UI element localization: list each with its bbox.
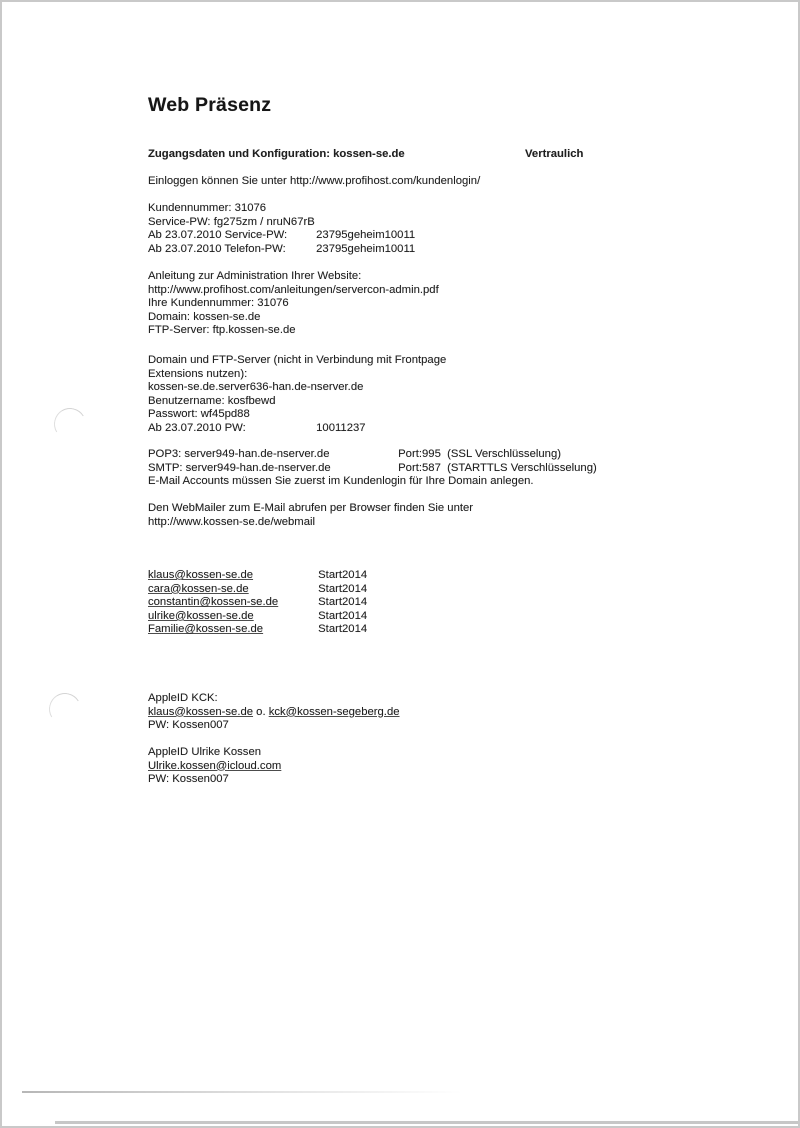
pop3-port: Port:995 (SSL Verschlüsselung): [398, 448, 561, 460]
webmail-block: [148, 502, 708, 529]
ab-telefon-pw-value: 23795geheim10011: [316, 242, 416, 255]
appleid-kck-password: PW: Kossen007: [148, 719, 229, 732]
domain-ftp-block: [148, 354, 708, 436]
email-password: Start2014: [318, 582, 368, 595]
confidential-label: Vertraulich: [525, 148, 584, 160]
appleid-kck-title: AppleID KCK:: [148, 692, 218, 704]
appleid-ulrike-title: AppleID Ulrike Kossen: [148, 746, 262, 758]
appleid-kck-emails: [148, 706, 708, 720]
page-title: Web Präsenz: [148, 94, 272, 116]
page-bottom-edge-line: [55, 1121, 800, 1124]
email-password: Start2014: [318, 609, 368, 622]
appleid-kck-email-2: kck@kossen-segeberg.de: [268, 705, 400, 718]
appleid-ulrike-password: PW: Kossen007: [148, 773, 229, 786]
appleid-kck-email-1: klaus@kossen-se.de: [148, 705, 254, 718]
passwort-line: Passwort: wf45pd88: [148, 408, 250, 421]
email-account-row: [148, 569, 708, 583]
admin-instructions-block: [148, 270, 708, 338]
section-heading: Zugangsdaten und Konfiguration: kossen-se.de: [148, 148, 405, 160]
email-account-list: [148, 569, 708, 637]
login-info-line: Einloggen können Sie unter http://www.profihost.com/kundenlogin/: [148, 175, 481, 187]
email-password: Start2014: [318, 569, 368, 581]
email-account-row: [148, 583, 708, 597]
email-address: cara@kossen-se.de: [148, 582, 249, 595]
hole-punch-mark-top: [51, 405, 90, 444]
benutzername-line: Benutzername: kosfbewd: [148, 394, 276, 407]
pop3-server: POP3: server949-han.de-nserver.de: [148, 448, 330, 460]
email-password: Start2014: [318, 596, 368, 609]
customer-credentials-block: [148, 202, 708, 256]
domain-ftp-line1: Domain und FTP-Server (nicht in Verbindung mit Frontpage: [148, 354, 447, 366]
ihre-kundennummer-line: Ihre Kundennummer: 31076: [148, 297, 289, 310]
ab-pw-line: [148, 422, 708, 436]
ab-service-pw-line: [148, 229, 708, 243]
ab-pw-value: 10011237: [316, 421, 366, 434]
kundennummer-line: Kundennummer: 31076: [148, 202, 267, 214]
domain-ftp-line2: Extensions nutzen):: [148, 367, 248, 380]
anleitung-line: Anleitung zur Administration Ihrer Website:: [148, 270, 362, 282]
ab-telefon-pw-line: [148, 243, 708, 257]
ab-telefon-pw-label: Ab 23.07.2010 Telefon-PW:: [148, 242, 286, 255]
domain-line: Domain: kossen-se.de: [148, 310, 261, 323]
ab-service-pw-label: Ab 23.07.2010 Service-PW:: [148, 229, 288, 242]
appleid-ulrike-email: Ulrike.kossen@icloud.com: [148, 759, 282, 772]
ab-pw-label: Ab 23.07.2010 PW:: [148, 421, 246, 434]
appleid-kck-block: [148, 692, 708, 733]
smtp-line: [148, 462, 708, 476]
email-address: Familie@kossen-se.de: [148, 623, 264, 636]
ftp-server-line: FTP-Server: ftp.kossen-se.de: [148, 324, 296, 337]
anleitung-url: http://www.profihost.com/anleitungen/servercon-admin.pdf: [148, 283, 439, 296]
email-account-row: [148, 596, 708, 610]
appleid-kck-separator: o.: [253, 705, 269, 718]
smtp-server: SMTP: server949-han.de-nserver.de: [148, 461, 331, 474]
appleid-ulrike-block: [148, 746, 708, 787]
mail-server-block: [148, 448, 708, 489]
smtp-port: Port:587 (STARTTLS Verschlüsselung): [398, 461, 597, 474]
email-address: ulrike@kossen-se.de: [148, 609, 254, 622]
email-account-row: [148, 623, 708, 637]
pop3-line: [148, 448, 708, 462]
webmail-url: http://www.kossen-se.de/webmail: [148, 515, 316, 528]
email-account-row: [148, 610, 708, 624]
email-password: Start2014: [318, 623, 368, 636]
webmailer-line: Den WebMailer zum E-Mail abrufen per Browser finden Sie unter: [148, 502, 474, 514]
email-accounts-note: E-Mail Accounts müssen Sie zuerst im Kundenlogin für Ihre Domain anlegen.: [148, 475, 534, 488]
ab-service-pw-value: 23795geheim10011: [316, 229, 416, 242]
hole-punch-mark-bottom: [46, 690, 85, 729]
email-address: klaus@kossen-se.de: [148, 569, 254, 581]
section-heading-row: [148, 148, 668, 162]
nserver-host-line: kossen-se.de.server636-han.de-nserver.de: [148, 381, 364, 394]
email-address: constantin@kossen-se.de: [148, 596, 279, 609]
service-pw-line: Service-PW: fg275zm / nruN67rB: [148, 215, 315, 228]
scan-artifact-line: [22, 1091, 462, 1093]
